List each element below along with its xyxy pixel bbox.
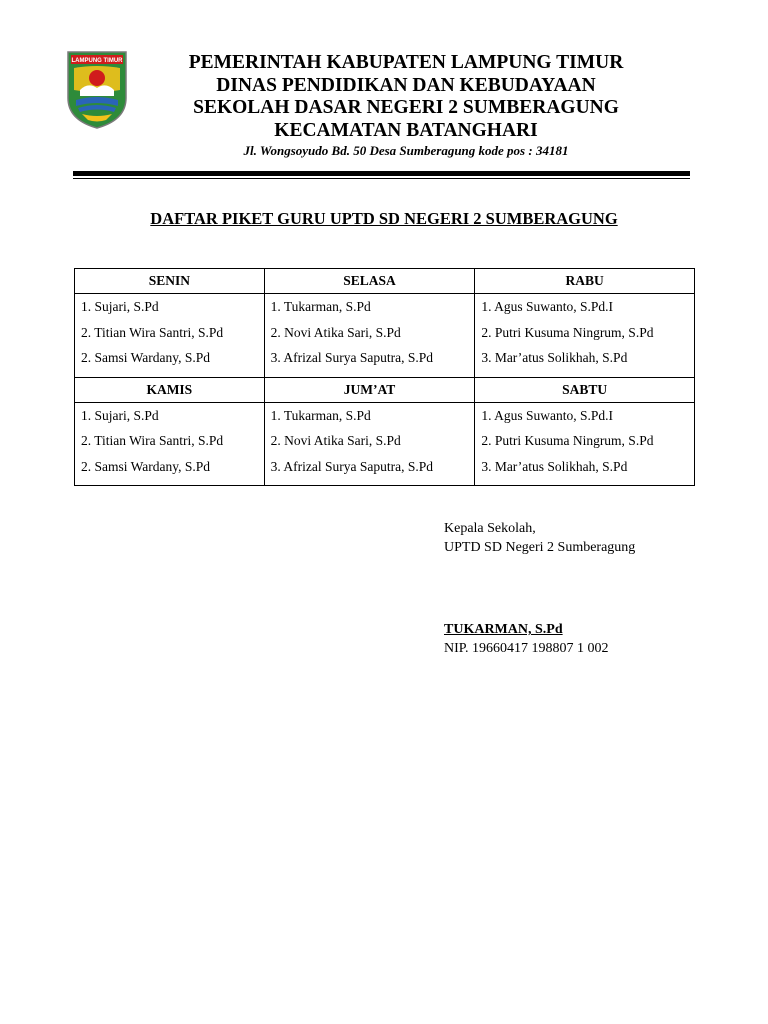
list-item: 2. Novi Atika Sari, S.Pd	[270, 324, 401, 340]
letterhead-line-department: DINAS PENDIDIKAN DAN KEBUDAYAAN	[216, 74, 596, 96]
signature-name: TUKARMAN, S.Pd	[444, 622, 563, 637]
table-row	[75, 402, 695, 486]
list-item: 2. Putri Kusuma Ningrum, S.Pd	[481, 433, 654, 448]
list-item: 3. Afrizal Surya Saputra, S.Pd	[270, 458, 434, 474]
list-item: 1. Sujari, S.Pd	[81, 299, 159, 314]
day-header-senin: SENIN	[75, 269, 265, 294]
list-item: 2. Putri Kusuma Ningrum, S.Pd	[481, 324, 654, 340]
letterhead-line-government: PEMERINTAH KABUPATEN LAMPUNG TIMUR	[188, 52, 624, 73]
duty-cell-rabu	[475, 294, 695, 378]
lampung-timur-emblem-icon	[66, 50, 128, 130]
day-header-selasa: SELASA	[264, 269, 475, 294]
duty-cell-senin	[75, 294, 265, 378]
list-item: 1. Tukarman, S.Pd	[270, 299, 371, 314]
list-item: 1. Agus Suwanto, S.Pd.I	[481, 407, 613, 423]
day-header-kamis: KAMIS	[75, 377, 265, 402]
list-item: 2. Samsi Wardany, S.Pd	[81, 350, 211, 365]
duty-schedule-table	[74, 268, 695, 486]
table-row	[75, 294, 695, 378]
list-item: 1. Agus Suwanto, S.Pd.I	[481, 299, 613, 314]
list-item: 2. Titian Wira Santri, S.Pd	[81, 433, 224, 448]
emblem-text: LAMPUNG TIMUR	[71, 58, 123, 64]
duty-cell-selasa	[264, 294, 475, 378]
table-header-row	[75, 269, 695, 294]
day-header-jumat: JUM’AT	[264, 377, 475, 402]
letterhead-divider-thick	[73, 171, 690, 176]
signature-institution: UPTD SD Negeri 2 Sumberagung	[444, 540, 636, 555]
table-header-row	[75, 377, 695, 402]
list-item: 2. Samsi Wardany, S.Pd	[81, 458, 211, 474]
document-title: DAFTAR PIKET GURU UPTD SD NEGERI 2 SUMBERAGUNG	[150, 209, 618, 228]
letterhead-line-school: SEKOLAH DASAR NEGERI 2 SUMBERAGUNG	[193, 97, 619, 118]
letterhead-line-district: KECAMATAN BATANGHARI	[274, 119, 538, 141]
list-item: 1. Sujari, S.Pd	[81, 407, 159, 423]
list-item: 3. Afrizal Surya Saputra, S.Pd	[270, 350, 434, 365]
day-header-rabu: RABU	[475, 269, 695, 294]
letterhead	[140, 52, 672, 160]
duty-cell-kamis	[75, 402, 265, 486]
letterhead-divider-thin	[73, 178, 690, 179]
signature-role: Kepala Sekolah,	[444, 521, 536, 536]
day-header-sabtu: SABTU	[475, 377, 695, 402]
letterhead-address: Jl. Wongsoyudo Bd. 50 Desa Sumberagung kode pos : 34181	[243, 143, 569, 158]
list-item: 1. Tukarman, S.Pd	[270, 407, 371, 423]
duty-cell-jumat	[264, 402, 475, 486]
list-item: 3. Mar’atus Solikhah, S.Pd	[481, 458, 628, 474]
list-item: 2. Titian Wira Santri, S.Pd	[81, 324, 224, 340]
duty-cell-sabtu	[475, 402, 695, 486]
list-item: 3. Mar’atus Solikhah, S.Pd	[481, 350, 628, 365]
signature-block	[444, 519, 635, 658]
signature-nip: NIP. 19660417 198807 1 002	[444, 641, 609, 656]
list-item: 2. Novi Atika Sari, S.Pd	[270, 433, 401, 448]
